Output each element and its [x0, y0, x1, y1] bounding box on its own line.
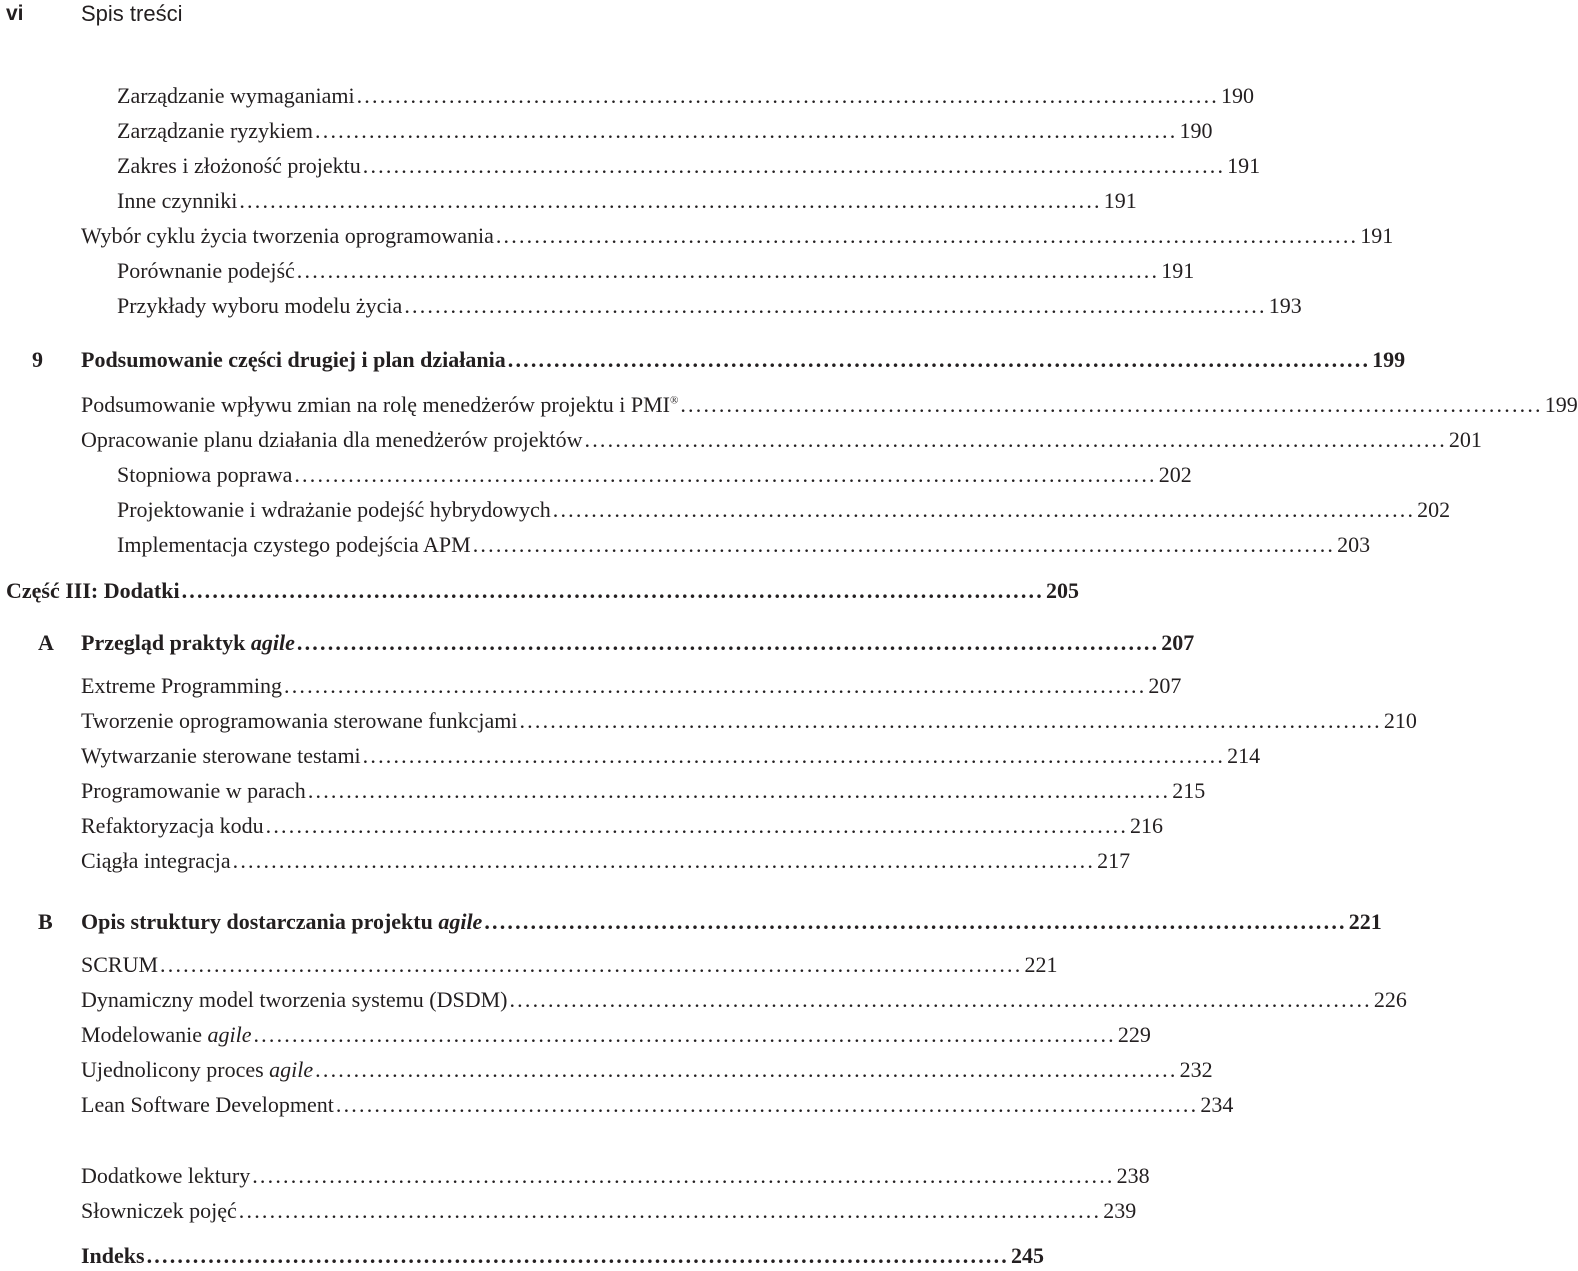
toc-entry[interactable]	[81, 425, 1482, 455]
leader-dots: ................................................................................................................	[335, 1092, 1199, 1117]
leader-dots: ................................................................................................................	[472, 532, 1336, 557]
toc-entry-label: Porównanie podejść	[117, 258, 295, 283]
leader-dots: ................................................................................................................	[181, 578, 1044, 603]
toc-entry-page: 202	[1158, 462, 1192, 487]
toc-entry-page: 216	[1130, 813, 1164, 838]
toc-entry-page: 205	[1045, 578, 1079, 603]
leader-dots: ................................................................................................................	[484, 909, 1347, 934]
leader-dots: ................................................................................................................	[507, 347, 1371, 372]
toc-entry-page: 207	[1148, 673, 1182, 698]
toc-entry-page: 221	[1348, 909, 1382, 934]
leader-dots: ................................................................................................................	[680, 392, 1543, 417]
toc-entry[interactable]	[117, 81, 1255, 111]
toc-entry-page: 191	[1103, 188, 1137, 213]
toc-entry-page: 191	[1360, 223, 1394, 248]
toc-entry-label: Podsumowanie części drugiej i plan działania	[81, 347, 506, 372]
toc-chapter-entry[interactable]	[81, 345, 1406, 375]
leader-dots: ................................................................................................................	[160, 952, 1023, 977]
toc-entry[interactable]	[117, 530, 1371, 560]
toc-entry-label: Wybór cyklu życia tworzenia oprogramowania	[81, 223, 494, 248]
toc-entry-page: 199	[1372, 347, 1406, 372]
toc-entry[interactable]	[117, 116, 1213, 146]
leader-dots: ................................................................................................................	[495, 223, 1359, 248]
toc-entry[interactable]	[81, 706, 1417, 736]
toc-entry[interactable]	[117, 186, 1137, 216]
toc-entry-page: 201	[1448, 427, 1482, 452]
toc-entry-label: Opracowanie planu działania dla menedżerów projektów	[81, 427, 583, 452]
toc-entry[interactable]	[81, 741, 1261, 771]
toc-entry[interactable]	[81, 390, 1578, 420]
toc-entry-label: Dodatkowe lektury	[81, 1163, 251, 1188]
toc-entry[interactable]	[81, 1090, 1234, 1120]
toc-entry-page: 203	[1337, 532, 1371, 557]
toc-entry-label: Zakres i złożoność projektu	[117, 153, 361, 178]
toc-entry-label: Indeks	[81, 1243, 145, 1268]
leader-dots: ................................................................................................................	[307, 778, 1171, 803]
leader-dots: ................................................................................................................	[296, 630, 1160, 655]
toc-entry-label: Refaktoryzacja kodu	[81, 813, 264, 838]
toc-entry[interactable]	[81, 950, 1058, 980]
toc-entry-label: Przykłady wyboru modelu życia	[117, 293, 403, 318]
leader-dots: ................................................................................................................	[239, 188, 1102, 213]
toc-entry[interactable]	[81, 671, 1182, 701]
toc-entry-page: 207	[1161, 630, 1195, 655]
toc-entry-page: 191	[1227, 153, 1261, 178]
toc-entry[interactable]	[81, 1161, 1150, 1191]
toc-entry[interactable]	[81, 1020, 1151, 1050]
toc-entry-label: Przegląd praktyk agile	[81, 630, 295, 655]
leader-dots: ................................................................................................................	[519, 708, 1382, 733]
toc-entry[interactable]	[117, 495, 1451, 525]
toc-entry-label: Projektowanie i wdrażanie podejść hybrydowych	[117, 497, 551, 522]
toc-entry-page: 232	[1179, 1057, 1213, 1082]
toc-entry[interactable]	[81, 985, 1407, 1015]
leader-dots: ................................................................................................................	[584, 427, 1447, 452]
toc-entry-page: 215	[1172, 778, 1206, 803]
toc-entry-label: Zarządzanie ryzykiem	[117, 118, 314, 143]
toc-entry-page: 229	[1117, 1022, 1151, 1047]
toc-entry-label: Ujednolicony proces agile	[81, 1057, 314, 1082]
registered-mark: ®	[669, 394, 679, 407]
toc-entry-label: Inne czynniki	[117, 188, 238, 213]
page-title: Spis treści	[81, 1, 183, 26]
toc-entry-page: 238	[1116, 1163, 1150, 1188]
leader-dots: ................................................................................................................	[404, 293, 1267, 318]
leader-dots: ................................................................................................................	[232, 848, 1096, 873]
toc-entry-page: 191	[1161, 258, 1195, 283]
appendix-letter: A	[38, 630, 54, 655]
toc-entry-page: 193	[1268, 293, 1302, 318]
toc-entry-page: 210	[1383, 708, 1417, 733]
leader-dots: ................................................................................................................	[146, 1243, 1009, 1268]
toc-entry-page: 190	[1179, 118, 1213, 143]
toc-entry-label: Lean Software Development	[81, 1092, 334, 1117]
toc-entry[interactable]	[117, 256, 1195, 286]
toc-entry[interactable]	[81, 776, 1206, 806]
toc-entry-label: Zarządzanie wymaganiami	[117, 83, 355, 108]
toc-entry-page: 245	[1011, 1243, 1044, 1268]
page-number: vi	[6, 2, 24, 25]
toc-chapter-entry[interactable]	[81, 907, 1382, 937]
leader-dots: ................................................................................................................	[362, 153, 1226, 178]
toc-entry-page: 234	[1200, 1092, 1234, 1117]
toc-entry-label: Opis struktury dostarczania projektu agile	[81, 909, 483, 934]
leader-dots: ................................................................................................................	[362, 743, 1226, 768]
toc-entry[interactable]	[117, 151, 1261, 181]
toc-entry[interactable]	[117, 291, 1302, 321]
toc-index-entry[interactable]	[81, 1241, 1044, 1271]
leader-dots: ................................................................................................................	[356, 83, 1220, 108]
leader-dots: ................................................................................................................	[294, 462, 1157, 487]
leader-dots: ................................................................................................................	[315, 118, 1178, 143]
toc-entry-page: 199	[1544, 392, 1578, 417]
toc-entry-label: Implementacja czystego podejścia APM	[117, 532, 471, 557]
toc-entry-label: Podsumowanie wpływu zmian na rolę menedżerów projektu i PMI®	[81, 392, 679, 417]
leader-dots: ................................................................................................................	[315, 1057, 1178, 1082]
appendix-letter: B	[38, 909, 53, 934]
toc-entry-page: 217	[1097, 848, 1131, 873]
leader-dots: ................................................................................................................	[509, 987, 1372, 1012]
toc-entry[interactable]	[81, 1196, 1137, 1226]
toc-entry-label: Modelowanie agile	[81, 1022, 252, 1047]
leader-dots: ................................................................................................................	[252, 1163, 1115, 1188]
leader-dots: ................................................................................................................	[552, 497, 1416, 522]
toc-entry-page: 202	[1417, 497, 1451, 522]
toc-entry-page: 190	[1221, 83, 1255, 108]
leader-dots: ................................................................................................................	[265, 813, 1129, 838]
toc-entry-page: 226	[1373, 987, 1407, 1012]
toc-entry-page: 239	[1103, 1198, 1137, 1223]
toc-entry-label: Ciągła integracja	[81, 848, 231, 873]
toc-entry-page: 214	[1227, 743, 1261, 768]
toc-part-entry[interactable]	[6, 576, 1079, 606]
toc-entry-label: Wytwarzanie sterowane testami	[81, 743, 361, 768]
leader-dots: ................................................................................................................	[284, 673, 1147, 698]
toc-entry-label: Dynamiczny model tworzenia systemu (DSDM)	[81, 987, 508, 1012]
toc-entry[interactable]	[81, 1055, 1213, 1085]
toc-entry[interactable]	[81, 221, 1394, 251]
chapter-number: 9	[32, 347, 43, 372]
leader-dots: ................................................................................................................	[253, 1022, 1116, 1047]
toc-entry[interactable]	[81, 846, 1131, 876]
toc-entry-label: Programowanie w parach	[81, 778, 306, 803]
toc-entry-label: Extreme Programming	[81, 673, 283, 698]
toc-entry[interactable]	[117, 460, 1192, 490]
toc-entry-label: Tworzenie oprogramowania sterowane funkcjami	[81, 708, 518, 733]
toc-entry-label: Słowniczek pojęć	[81, 1198, 237, 1223]
leader-dots: ................................................................................................................	[296, 258, 1160, 283]
toc-chapter-entry[interactable]	[81, 628, 1195, 658]
toc-entry-label: SCRUM	[81, 952, 159, 977]
leader-dots: ................................................................................................................	[238, 1198, 1102, 1223]
toc-entry-page: 221	[1024, 952, 1058, 977]
toc-entry-label: Stopniowa poprawa	[117, 462, 293, 487]
toc-entry-label: Część III: Dodatki	[6, 578, 180, 603]
toc-entry[interactable]	[81, 811, 1164, 841]
